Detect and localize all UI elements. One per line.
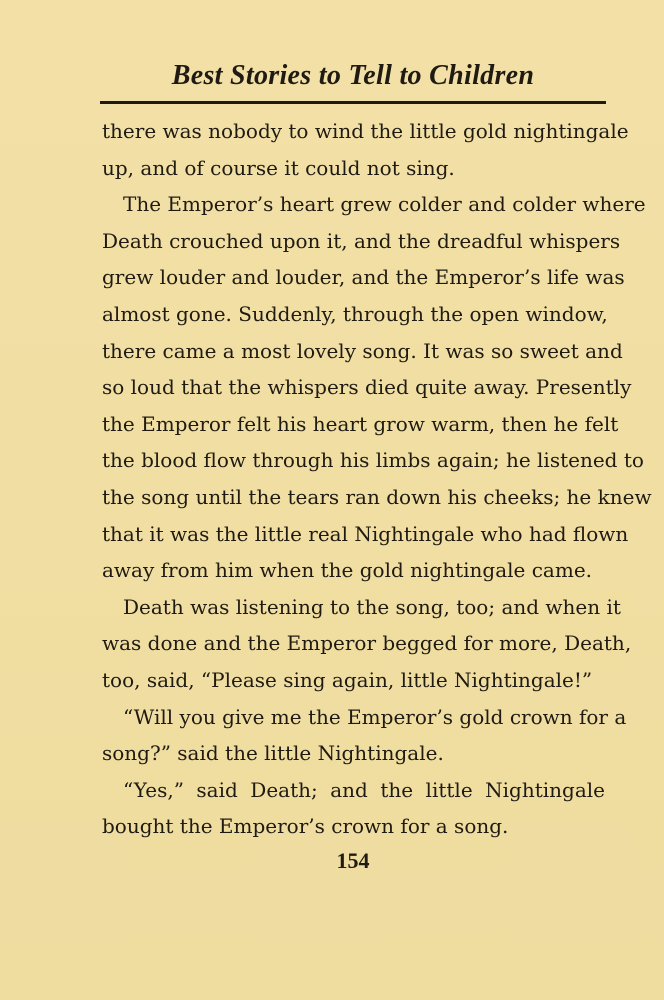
text-line: the Emperor felt his heart grow warm, then he felt (102, 411, 619, 436)
text-line: there came a most lovely song. It was so sweet and (102, 338, 623, 363)
text-line: The Emperor’s heart grew colder and colder where (123, 192, 646, 217)
text-line: bought the Emperor’s crown for a song. (102, 814, 509, 839)
text-line: the blood flow through his limbs again; he listened to (102, 448, 644, 473)
text-line: grew louder and louder, and the Emperor’s life was (102, 265, 625, 290)
text-line: that it was the little real Nightingale who had flown (102, 521, 629, 546)
text-line: the song until the tears ran down his cheeks; he knew (102, 484, 652, 509)
text-line: so loud that the whispers died quite away. Presently (102, 375, 632, 400)
text-line: too, said, “Please sing again, little Nightingale!” (102, 667, 593, 692)
text-line: “Will you give me the Emperor’s gold crown for a (123, 704, 627, 729)
text-line: up, and of course it could not sing. (102, 155, 455, 180)
text-line: almost gone. Suddenly, through the open window, (102, 301, 608, 326)
header-rule (100, 101, 606, 104)
body-text (102, 113, 652, 845)
text-line: there was nobody to wind the little gold nightingale (102, 119, 629, 143)
text-line: was done and the Emperor begged for more, Death, (102, 631, 632, 656)
text-line: song?” said the little Nightingale. (102, 741, 444, 766)
text-line: Death crouched upon it, and the dreadful whispers (102, 228, 621, 253)
page-number: 154 (336, 848, 370, 873)
text-line: away from him when the gold nightingale came. (102, 558, 593, 583)
running-head-title: Best Stories to Tell to Children (171, 60, 535, 91)
text-line: “Yes,” said Death; and the little Nightingale (123, 777, 605, 802)
text-line: Death was listening to the song, too; and when it (123, 594, 621, 619)
